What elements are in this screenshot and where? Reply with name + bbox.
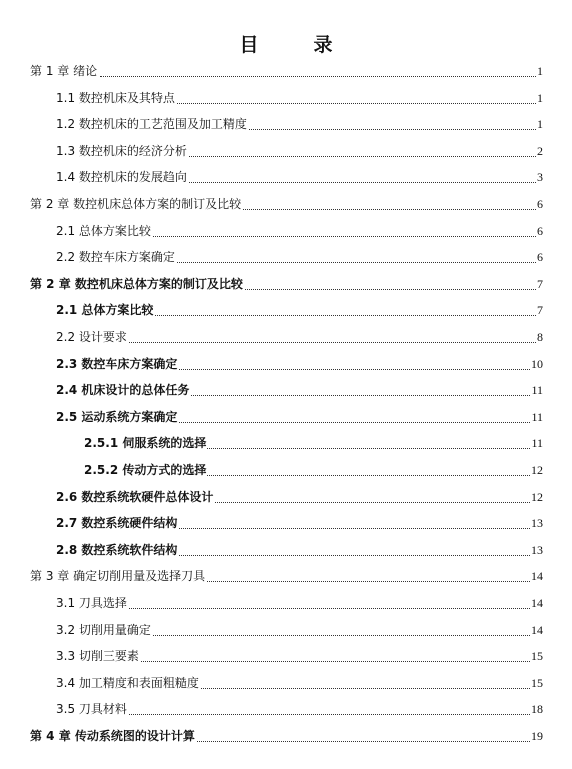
toc-entry-page-number: 6	[537, 250, 543, 265]
toc-entry-page-number: 12	[531, 463, 543, 477]
toc-entry[interactable]	[0, 669, 572, 693]
dot-leader	[120, 528, 542, 529]
toc-entry-page-number: 11	[531, 383, 543, 398]
toc-entry-page-number: 11	[531, 436, 543, 451]
dot-leader	[100, 76, 542, 77]
toc-entry[interactable]	[0, 589, 572, 613]
toc-entry-page-number: 14	[531, 622, 543, 637]
toc-entry-label: 1.4 数控机床的发展趋向	[56, 170, 187, 185]
toc-entry-label: 2.7 数控系统硬件结构	[56, 516, 178, 531]
dot-leader	[120, 315, 542, 316]
dot-leader	[150, 475, 542, 476]
toc-entry-page-number: 14	[531, 569, 543, 584]
toc-entry-page-number: 7	[537, 276, 543, 291]
toc-entry-label: 3.2 切削用量确定	[56, 622, 151, 637]
toc-entry-label: 第 4 章 传动系统图的设计计算	[30, 729, 195, 743]
toc-entry[interactable]	[0, 376, 572, 400]
toc-entry-page-number: 11	[531, 409, 543, 424]
toc-entry[interactable]	[0, 350, 572, 374]
toc-entry[interactable]	[0, 483, 572, 507]
dot-leader	[120, 714, 542, 715]
toc-entry-page-number: 12	[531, 489, 543, 504]
dot-leader	[120, 555, 542, 556]
dot-leader	[120, 103, 542, 104]
toc-entry[interactable]	[0, 137, 572, 161]
dot-leader	[120, 262, 542, 263]
toc-entry-label: 2.4 机床设计的总体任务	[56, 383, 190, 398]
dot-leader	[120, 236, 542, 237]
toc-entry[interactable]	[0, 695, 572, 719]
toc-entry-label: 第 2 章 数控机床总体方案的制订及比较	[30, 276, 243, 291]
toc-entry-label: 2.5.1 伺服系统的选择	[84, 436, 207, 451]
toc-entry-label: 1.3 数控机床的经济分析	[56, 143, 187, 158]
toc-entry-label: 2.1 总体方案比较	[56, 223, 151, 238]
toc-entry-page-number: 3	[537, 170, 543, 185]
toc-entry-page-number: 8	[537, 330, 543, 344]
toc-entry-label: 2.6 数控系统软硬件总体设计	[56, 489, 214, 504]
toc-entry[interactable]	[0, 163, 572, 187]
toc-entry-label: 1.1 数控机床及其特点	[56, 90, 175, 105]
toc-entry[interactable]	[0, 429, 572, 453]
toc-entry-page-number: 14	[531, 596, 543, 610]
toc-entry-page-number: 10	[531, 356, 543, 371]
toc-entry-label: 2.2 设计要求	[56, 330, 127, 344]
toc-entry[interactable]	[0, 296, 572, 320]
toc-entry-label: 2.1 总体方案比较	[56, 303, 154, 318]
toc-entry-label: 2.8 数控系统软件结构	[56, 542, 178, 557]
dot-leader	[120, 661, 542, 662]
dot-leader	[150, 448, 542, 449]
toc-entry[interactable]	[0, 243, 572, 267]
toc-entry-page-number: 13	[531, 516, 543, 531]
toc-entry[interactable]	[0, 270, 572, 294]
toc-entry[interactable]	[0, 84, 572, 108]
dot-leader	[120, 369, 542, 370]
toc-entry-page-number: 1	[537, 117, 543, 132]
toc-entry-page-number: 6	[537, 223, 543, 238]
toc-entry-page-number: 1	[537, 64, 543, 78]
dot-leader	[120, 635, 542, 636]
toc-entry-label: 3.4 加工精度和表面粗糙度	[56, 675, 199, 690]
toc-entry-label: 第 3 章 确定切削用量及选择刀具	[30, 569, 206, 584]
dot-leader	[120, 608, 542, 609]
toc-entry[interactable]	[0, 217, 572, 241]
toc-entry[interactable]	[0, 536, 572, 560]
toc-entry[interactable]	[0, 642, 572, 666]
toc-entry[interactable]	[0, 323, 572, 347]
toc-entry[interactable]	[0, 110, 572, 134]
toc-entry[interactable]	[0, 509, 572, 533]
toc-entry-page-number: 1	[537, 90, 543, 105]
toc-entry-page-number: 15	[531, 675, 543, 690]
toc-entry[interactable]	[0, 456, 572, 480]
toc-entry-page-number: 2	[537, 143, 543, 158]
toc-entry-label: 2.5 运动系统方案确定	[56, 409, 178, 424]
toc-entry-label: 3.1 刀具选择	[56, 596, 127, 610]
toc-entry-label: 2.3 数控车床方案确定	[56, 356, 178, 371]
toc-entry[interactable]	[0, 57, 572, 81]
toc-entry-label: 第 2 章 数控机床总体方案的制订及比较	[30, 197, 242, 211]
dot-leader	[120, 342, 542, 343]
toc-entry-page-number: 15	[531, 649, 543, 664]
toc-entry-page-number: 18	[531, 702, 543, 717]
toc-entry-label: 第 1 章 绪论	[30, 64, 98, 78]
toc-entry[interactable]	[0, 403, 572, 427]
toc-entry-page-number: 13	[531, 542, 543, 557]
toc-entry[interactable]	[0, 722, 572, 746]
toc-entry-label: 2.5.2 传动方式的选择	[84, 463, 207, 477]
toc-entry[interactable]	[0, 190, 572, 214]
toc-title: 目 录	[239, 34, 351, 56]
toc-entry-page-number: 19	[531, 729, 543, 743]
toc-entry-page-number: 7	[537, 303, 543, 318]
dot-leader	[120, 422, 542, 423]
toc-entry-label: 3.5 刀具材料	[56, 702, 127, 717]
toc-entry[interactable]	[0, 616, 572, 640]
toc-entry-label: 2.2 数控车床方案确定	[56, 250, 175, 265]
toc-entry-label: 3.3 切削三要素	[56, 649, 139, 664]
toc-entry[interactable]	[0, 562, 572, 586]
toc-entry-page-number: 6	[537, 197, 543, 211]
toc-entry-label: 1.2 数控机床的工艺范围及加工精度	[56, 117, 247, 132]
